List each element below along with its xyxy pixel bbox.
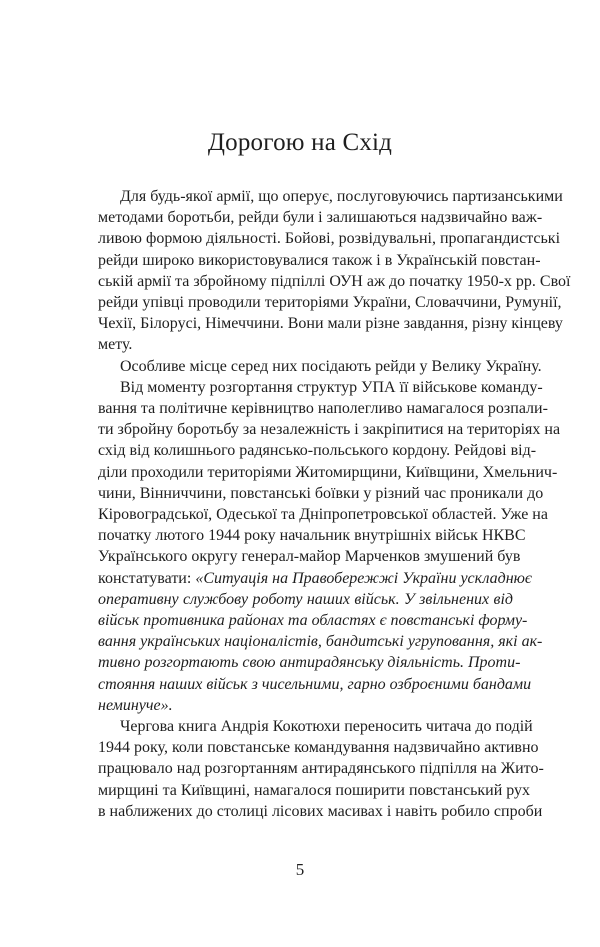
paragraph: [98, 186, 571, 356]
text-line: рейди упівці проводили територіями України, Словаччини, Румунії,: [98, 294, 562, 312]
text-line: 1944 року, коли повстанське командування надзвичайно активно: [98, 739, 539, 757]
text-line: працювало над розгортанням антирадянського підпілля на Жито-: [98, 760, 544, 778]
text-line: схід від колишнього радянсько-польського кордону. Рейдові від-: [98, 442, 537, 460]
paragraph: [98, 716, 544, 822]
quote-line: стояння наших військ з чисельними, гарно озброєними бандами: [98, 675, 532, 693]
quote-line: вання українських націоналістів, бандитські угруповання, які ак-: [98, 633, 543, 651]
text-line: мету.: [98, 336, 133, 354]
text-line: діли проходили територіями Житомирщини, Київщини, Хмельнич-: [98, 463, 558, 481]
text-line-with-quote: [98, 568, 532, 589]
chapter-body: [98, 186, 571, 822]
text-line: Чехії, Білорусі, Німеччини. Вони мали різне завдання, різну кінцеву: [98, 315, 563, 333]
quote-fragment: «Ситуація на Правобережжі України ускладнює: [195, 569, 532, 587]
page-number: 5: [295, 860, 305, 879]
chapter-title: Дорогою на Схід: [207, 129, 393, 156]
text-line: чини, Вінниччини, повстанські боївки у різний час проникали до: [98, 484, 544, 502]
paragraph: [98, 377, 561, 716]
quote-line: неминуче».: [98, 696, 173, 714]
text-line: Кіровоградської, Одеської та Дніпропетровської областей. Уже на: [98, 506, 548, 524]
quote-line: тивно розгортають свою антирадянську діяльність. Проти-: [98, 654, 521, 672]
paragraph: [98, 356, 542, 377]
text-line: Для будь-якої армії, що оперує, послуговуючись партизанськими: [120, 188, 563, 205]
text-fragment: констатувати:: [98, 569, 196, 587]
text-line: Чергова книга Андрія Кокотюхи переносить читача до подій: [120, 718, 533, 736]
text-line: ти збройну боротьбу за незалежність і закріпитися на територіях на: [98, 421, 561, 439]
quote-line: військ противника районах та областях є повстанські форму-: [98, 612, 528, 630]
text-line: рейди широко використовувалися також і в Українській повстан-: [98, 251, 541, 269]
text-line: Українського округу генерал-майор Марченков змушений був: [98, 548, 521, 566]
text-line: методами боротьби, рейди були і залишаються надзвичайно важ-: [98, 209, 543, 227]
quote-line: оперативну службову роботу наших військ. У звільнених від: [98, 590, 513, 608]
text-line: мирщині та Київщині, намагалося поширити повстанський рух: [98, 781, 531, 799]
text-line: ській армії та збройному підпіллі ОУН аж до початку 1950-х рр. Свої: [98, 272, 571, 290]
text-line: вання та політичне керівництво наполегливо намагалося розпали-: [98, 400, 548, 418]
text-line: Від моменту розгортання структур УПА її військове команду-: [120, 378, 543, 396]
text-line: ливою формою діяльності. Бойові, розвідувальні, пропагандистські: [98, 230, 561, 248]
text-line: в наближених до столиці лісових масивах і навіть робило спроби: [98, 802, 543, 820]
text-line: початку лютого 1944 року начальник внутрішніх військ НКВС: [98, 527, 526, 545]
text-line: Особливе місце серед них посідають рейди у Велику Україну.: [120, 357, 542, 375]
